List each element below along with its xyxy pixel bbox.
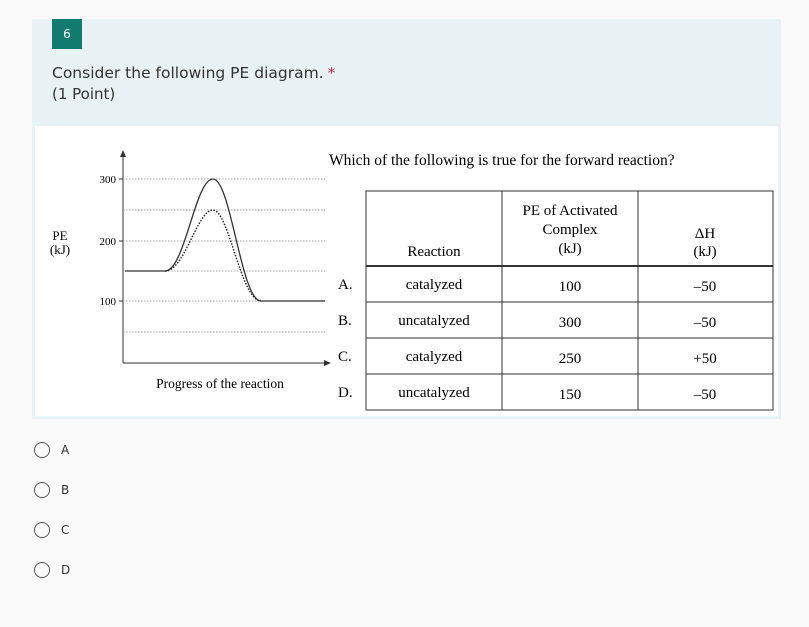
uncatalyzed-curve bbox=[125, 179, 325, 301]
pe-diagram-figure bbox=[35, 126, 778, 416]
x-axis-arrow bbox=[324, 360, 331, 366]
option-c[interactable] bbox=[34, 520, 69, 540]
option-label: C bbox=[61, 523, 70, 537]
header-pe-line3: (kJ) bbox=[558, 241, 582, 257]
row-a-reaction: catalyzed bbox=[405, 277, 463, 293]
question-number-badge: 6 bbox=[52, 19, 82, 49]
radio-icon[interactable] bbox=[34, 482, 50, 498]
question-title bbox=[52, 63, 335, 83]
tick-label-300: 300 bbox=[99, 174, 116, 186]
tick-label-100: 100 bbox=[99, 296, 116, 308]
y-axis-label-line1: PE bbox=[52, 228, 68, 243]
row-d-letter: D. bbox=[338, 385, 353, 401]
x-axis-label: Progress of the reaction bbox=[156, 376, 284, 391]
row-c-letter: C. bbox=[338, 349, 352, 365]
row-d-pe: 150 bbox=[558, 387, 582, 403]
table-rows bbox=[338, 277, 717, 403]
table-question: Which of the following is true for the forward reaction? bbox=[329, 152, 675, 169]
option-b[interactable] bbox=[34, 480, 69, 500]
required-marker: * bbox=[327, 64, 336, 82]
grid-lines bbox=[123, 179, 325, 332]
question-card bbox=[32, 19, 781, 419]
y-axis-label-line2: (kJ) bbox=[49, 242, 71, 257]
row-b-reaction: uncatalyzed bbox=[398, 313, 470, 329]
row-b-pe: 300 bbox=[558, 315, 582, 331]
row-c-dh: +50 bbox=[693, 351, 717, 367]
radio-icon[interactable] bbox=[34, 522, 50, 538]
header-pe-line2: Complex bbox=[542, 222, 598, 238]
row-b-letter: B. bbox=[338, 313, 352, 329]
header-pe-line1: PE of Activated bbox=[522, 203, 618, 219]
option-label: B bbox=[61, 483, 70, 497]
row-c-reaction: catalyzed bbox=[405, 349, 463, 365]
tick-label-200: 200 bbox=[99, 236, 116, 248]
option-a[interactable] bbox=[34, 440, 69, 460]
radio-icon[interactable] bbox=[34, 442, 50, 458]
option-d[interactable] bbox=[34, 560, 70, 580]
radio-icon[interactable] bbox=[34, 562, 50, 578]
question-points: (1 Point) bbox=[52, 85, 116, 103]
y-axis-arrow bbox=[120, 150, 126, 157]
row-a-letter: A. bbox=[338, 277, 353, 293]
header-reaction: Reaction bbox=[407, 244, 461, 260]
row-d-dh: –50 bbox=[693, 387, 717, 403]
option-label: A bbox=[61, 443, 70, 457]
question-image bbox=[35, 126, 778, 416]
row-c-pe: 250 bbox=[558, 351, 582, 367]
row-d-reaction: uncatalyzed bbox=[398, 385, 470, 401]
question-title-text: Consider the following PE diagram. bbox=[52, 64, 324, 82]
row-b-dh: –50 bbox=[693, 315, 717, 331]
option-label: D bbox=[61, 563, 71, 577]
header-dh-line2: (kJ) bbox=[693, 244, 717, 260]
header-dh-line1: ΔH bbox=[694, 226, 716, 242]
table-header bbox=[407, 203, 716, 260]
row-a-pe: 100 bbox=[558, 279, 582, 295]
row-a-dh: –50 bbox=[693, 279, 717, 295]
